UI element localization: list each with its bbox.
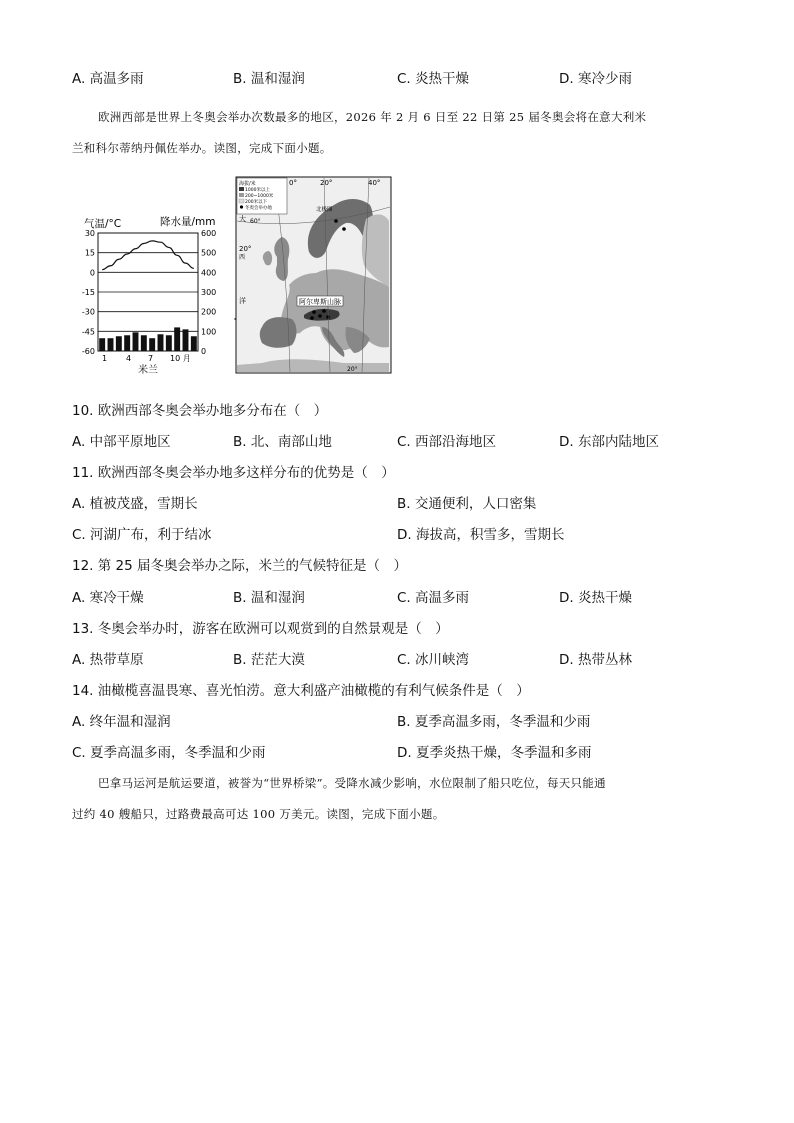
precip-bar [133,332,139,351]
legend-title: 海拔/米 [239,181,256,187]
q11-stem: 11. 欧洲西部冬奥会举办地多这样分布的优势是（ ） [72,465,395,481]
precip-bar [158,334,164,351]
precip-tick-label: 500 [201,248,217,258]
legend-item: 冬奥会举办地 [245,206,272,211]
passage-line: 过约 40 艘船只，过路费最高可达 100 万美元。读图，完成下面小题。 [72,807,445,821]
ocean-label: 西 [239,254,246,261]
precip-bar [174,327,180,351]
option-b: B. 交通便利，人口密集 [397,496,537,512]
option-c: C. 夏季高温多雨，冬季温和少雨 [72,745,266,761]
month-tick-label: 10 月 [170,354,191,363]
latitude-label: 60° [250,218,261,225]
temp-axis-title: 气温/°C [84,218,122,230]
legend-host-marker [240,205,243,208]
arctic-circle-label: 北极圈 [316,207,333,213]
host-marker [322,309,326,313]
temperature-curve [102,241,194,270]
city-label: 米兰 [138,365,158,376]
temp-tick-label: 0 [89,268,95,278]
q13-stem: 13. 冬奥会举办时，游客在欧洲可以观赏到的自然景观是（ ） [72,621,449,637]
lon-label: 20° [239,245,252,253]
q9-options [72,67,722,89]
q14-options-row1 [72,710,722,732]
option-b: B. 温和湿润 [233,71,305,87]
ocean-label: 洋 [239,297,246,305]
temp-tick-labels [82,229,95,356]
legend-item: 1000米以上 [245,188,270,193]
figure-climate-and-map [81,177,394,381]
legend-swatch-mid [239,193,244,197]
temp-tick-label: -15 [81,288,95,297]
europe-map [236,177,391,373]
q11-options-row2 [72,523,722,545]
q14-options-row2 [72,741,722,763]
precip-bar [191,336,197,351]
host-marker [310,316,314,320]
option-d: D. 夏季炎热干燥，冬季温和多雨 [397,745,592,761]
option-c: C. 高温多雨 [397,590,470,606]
temp-tick-label: 30 [84,229,95,238]
precip-tick-label: 300 [201,288,217,297]
passage-panama [72,768,724,830]
q11-options-row1 [72,492,722,514]
option-b: B. 夏季高温多雨，冬季温和少雨 [397,714,591,730]
option-d: D. 热带丛林 [559,652,632,668]
option-a: A. 高温多雨 [72,71,144,87]
month-tick-label: 7 [148,354,154,363]
legend-item: 200米以下 [245,200,268,205]
option-a: A. 热带草原 [72,652,144,668]
option-a: A. 植被茂盛，雪期长 [72,496,198,512]
legend-swatch-high [239,187,244,191]
q13-options [72,648,722,670]
precip-bar [166,335,172,351]
figure-svg [81,177,394,377]
host-marker [334,219,338,223]
precip-bar [116,336,122,351]
option-d: D. 海拔高，积雪多，雪期长 [397,527,565,543]
option-a: A. 终年温和湿润 [72,714,171,730]
month-tick-labels [102,354,191,363]
host-marker [342,227,346,231]
lon-label: 20° [347,366,358,373]
lon-label: 40° [368,179,381,187]
option-a: A. 中部平原地区 [72,434,171,450]
precip-tick-label: 600 [201,229,217,238]
ocean-label: 大 [239,215,246,223]
lon-label: 20° [320,179,333,187]
option-d: D. 寒冷少雨 [559,71,632,87]
precip-tick-label: 400 [201,268,217,278]
option-c: C. 冰川峡湾 [397,652,470,668]
host-marker [312,310,316,314]
q12-options [72,586,722,608]
passage-europe [72,102,724,164]
precip-bar [141,335,147,351]
q12-stem: 12. 第 25 届冬奥会举办之际，米兰的气候特征是（ ） [72,558,408,574]
option-c: C. 河湖广布，利于结冰 [72,527,212,543]
precip-bar [124,335,130,351]
month-tick-label: 1 [102,354,108,363]
q10-options [72,430,722,452]
alps-label: 阿尔卑斯山脉 [299,298,341,306]
option-b: B. 北、南部山地 [233,434,332,450]
passage-line: 巴拿马运河是航运要道，被誉为“世界桥梁”。受降水减少影响，水位限制了船只吃位，每天只能通 [98,776,606,790]
host-marker [318,314,322,318]
precip-axis-title: 降水量/mm [160,216,216,228]
option-c: C. 炎热干燥 [397,71,470,87]
passage-line: 兰和科尔蒂纳丹佩佐举办。读图，完成下面小题。 [72,141,332,155]
precip-bar [99,338,105,351]
precip-tick-label: 200 [201,307,217,317]
temp-tick-label: -30 [81,307,95,317]
option-d: D. 炎热干燥 [559,590,632,606]
temp-tick-label: -45 [81,327,95,337]
legend-item: 200~1000米 [245,194,274,199]
temp-tick-label: -60 [81,347,95,356]
temp-tick-label: 15 [84,248,95,258]
option-b: B. 茫茫大漠 [233,652,305,668]
precip-bar [149,338,155,351]
passage-line: 欧洲西部是世界上冬奥会举办次数最多的地区，2026 年 2 月 6 日至 22 日第 25 届冬奥会将在意大利米 [98,110,647,124]
option-c: C. 西部沿海地区 [397,434,497,450]
precip-bar [108,338,114,351]
precip-tick-label: 0 [201,347,207,356]
month-tick-label: 4 [126,354,132,363]
q10-stem: 10. 欧洲西部冬奥会举办地多分布在（ ） [72,403,328,419]
precip-bar [183,329,189,351]
option-d: D. 东部内陆地区 [559,434,659,450]
q14-stem: 14. 油橄榄喜温畏寒、喜光怕涝。意大利盛产油橄榄的有利气候条件是（ ） [72,683,530,699]
precip-tick-labels [201,229,216,356]
option-a: A. 寒冷干燥 [72,590,144,606]
lon-label: 0° [289,179,297,187]
precip-tick-label: 100 [201,327,217,337]
option-b: B. 温和湿润 [233,590,305,606]
legend-swatch-low [239,199,244,203]
